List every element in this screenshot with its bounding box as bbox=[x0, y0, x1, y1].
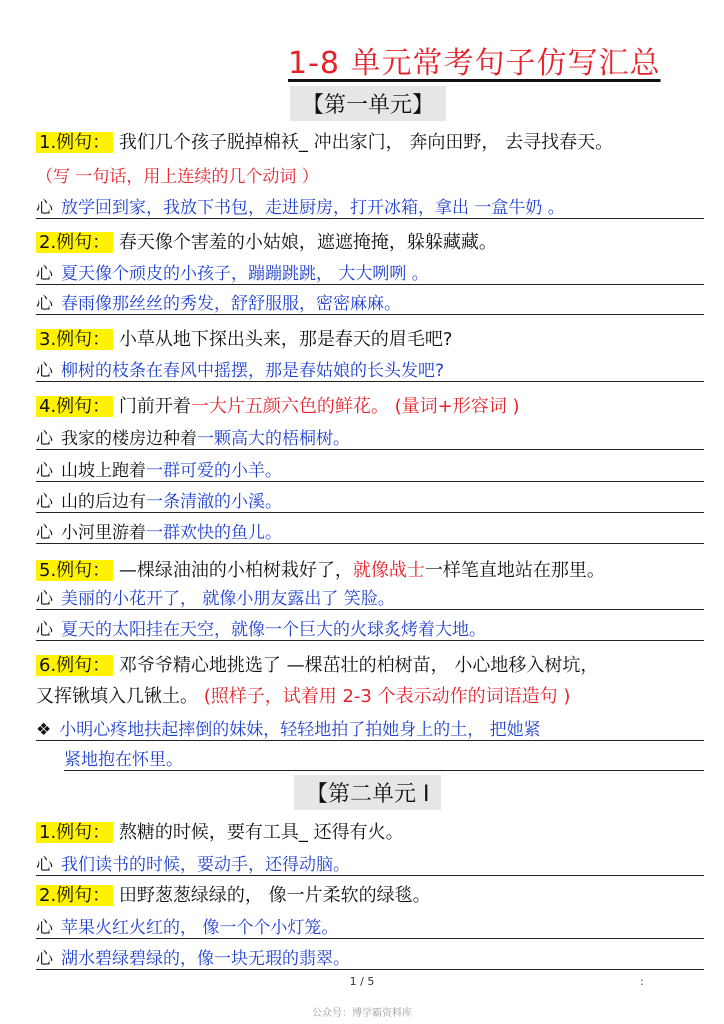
unit1-ex2: 2.例句： 春天像个害羞的小姑娘，遮遮掩掩，躲躲藏藏。 bbox=[36, 228, 704, 254]
footer-colon: : bbox=[640, 975, 644, 988]
unit1-ex3-answer: 心 柳树的枝条在春风中摇摆，那是春姑娘的长头发吧? bbox=[36, 356, 704, 382]
answer-marker: 心 bbox=[36, 198, 53, 218]
unit1-ex5: 5.例句： —棵绿油油的小柏树栽好了，就像战士一样笔直地站在那里。 bbox=[36, 556, 704, 582]
unit2-ex1: 1.例句： 熬糖的时候，要有工具_ 还得有火。 bbox=[36, 818, 704, 844]
unit1-ex5-answer-2: 心 夏天的太阳挂在天空，就像一个巨大的火球炙烤着大地。 bbox=[36, 615, 704, 641]
unit1-ex4-answer-1: 心 我家的楼房边种着一颗高大的梧桐树。 bbox=[36, 424, 704, 450]
page-number: 1 / 5 bbox=[349, 975, 375, 988]
unit1-heading: 【第一单元】 bbox=[290, 86, 446, 121]
unit2-ex2-answer-1: 心 苹果火红火红的， 像一个个小灯笼。 bbox=[36, 913, 704, 939]
page-title: 1-8 单元常考句子仿写汇总 bbox=[288, 46, 661, 81]
unit2-ex1-answer: 心 我们读书的时候，要动手，还得动脑。 bbox=[36, 850, 704, 876]
unit1-ex3: 3.例句： 小草从地下探出头来，那是春天的眉毛吧? bbox=[36, 325, 704, 351]
unit1-ex6-answer-2: 紧地抱在怀里。 bbox=[64, 745, 704, 771]
unit1-ex5-answer-1: 心 美丽的小花开了， 就像小朋友露出了 笑脸。 bbox=[36, 584, 704, 610]
unit1-ex6-line2: 又挥锹填入几锹土。 (照样子，试着用 2-3 个表示动作的词语造句 ) bbox=[36, 686, 571, 707]
ex-text: 我们几个孩子脱掉棉袄_ 冲出家门， 奔向田野， 去寻找春天。 bbox=[118, 132, 614, 153]
unit2-ex2-answer-2: 心 湖水碧绿碧绿的，像一块无瑕的翡翠。 bbox=[36, 944, 704, 970]
unit1-ex6: 6.例句： 邓爷爷精心地挑选了 —棵茁壮的柏树苗， 小心地移入树坑， bbox=[36, 651, 704, 677]
unit1-ex2-answer-1: 心 夏天像个顽皮的小孩子，蹦蹦跳跳， 大大咧咧 。 bbox=[36, 259, 704, 285]
unit1-ex1-note: （写 一句话，用上连续的几个动词 ） bbox=[36, 167, 319, 187]
watermark: 公众号：博学霸资料库 bbox=[312, 1008, 412, 1019]
unit1-ex6-answer-1: ❖ 小明心疼地扶起摔倒的妹妹，轻轻地拍了拍她身上的土， 把她紧 bbox=[36, 715, 704, 741]
bullet-icon: ❖ bbox=[36, 720, 52, 740]
unit2-ex2: 2.例句： 田野葱葱绿绿的， 像一片柔软的绿毯。 bbox=[36, 881, 704, 907]
unit1-ex2-answer-2: 心 春雨像那丝丝的秀发，舒舒服服，密密麻麻。 bbox=[36, 289, 704, 315]
unit1-ex4-answer-2: 心 山坡上跑着一群可爱的小羊。 bbox=[36, 456, 704, 482]
unit1-ex1-answer: 心 放学回到家，我放下书包，走进厨房，打开冰箱，拿出 一盒牛奶 。 bbox=[36, 193, 704, 219]
unit1-ex4-answer-4: 心 小河里游着一群欢快的鱼儿。 bbox=[36, 518, 704, 544]
unit1-ex4: 4.例句： 门前开着一大片五颜六色的鲜花。 (量词+形容词 ) bbox=[36, 392, 704, 418]
unit1-ex1 bbox=[36, 128, 704, 154]
unit2-heading: 【第二单元 I bbox=[294, 775, 441, 810]
unit1-ex4-answer-3: 心 山的后边有一条清澈的小溪。 bbox=[36, 487, 704, 513]
ex-label: 1.例句： bbox=[36, 132, 113, 153]
